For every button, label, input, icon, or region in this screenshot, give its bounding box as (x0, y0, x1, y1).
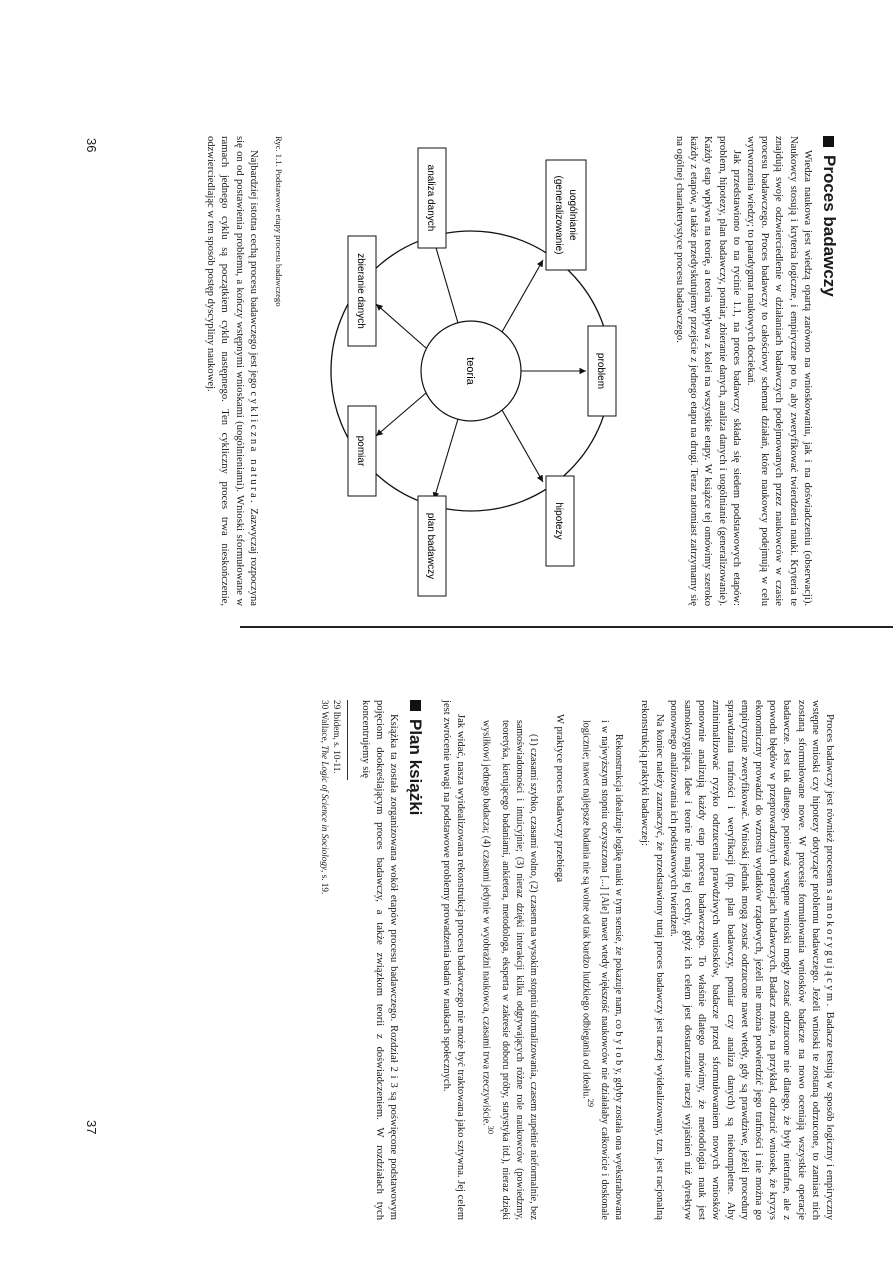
stage-label: uogólnianie (566, 189, 578, 241)
paragraph: Proces badawczy jest również procesem samokorygującym. Badacze testują w sposób logiczny i empiryczny wstępne wnioski czy hipotezy dotyczące problemu badawczego. Jeżeli wnioski te zostaną odrzucone, to zamiast nich zostaną sformułowane nowe. W procesie formułowania wniosków badacze na nowo oceniają wszystkie operacje badawcze. Jest tak dlatego, ponieważ wstępne wnioski mogły zostać odrzucone nie dlatego, że były nietrafne, ale z powodu błędów w przeprowadzonych operacjach badawczych. Badacz może, na przykład, odrzucić wniosek, że kryzys ekonomiczny prowadzi do wzrostu wydatków rządowych, jeżeli nie można potwierdzić jego trafności i nie można go empirycznie zweryfikować. Wnioski jednak mogą zostać odrzucone nawet wtedy, gdy są prawdziwe, jeżeli procedury sprawdzania trafności i weryfikacji (np. plan badawczy, pomiar czy analiza danych) są niekompletne. Aby zminimalizować ryzyko odrzucenia prawdziwych wniosków, badacze przed sformułowaniem nowych wniosków ponownie analizują każdy etap procesu badawczego. To właśnie dlatego mówimy, że metodologia nauk jest samokorygująca. Idee i teorie nie mają tej cechy, gdyż ich celem jest dostarczanie raczej wyjaśnień niż dyrektyw ponownego analizowania ich podstawowych twierdzeń. (667, 700, 835, 1220)
footnote: 30 Wallace, The Logic of Science in Sociology, s. 19. (319, 700, 330, 895)
paragraph: Jak przedstawiono to na rycinie 1.1, na proces badawczy składa się siedem podstawowych etapów: problem, hipotezy, plan badawczy, pomiar, zbieranie danych, analiza danych i uogólnianie (generalizowanie). Każdy etap wpływa na teorię, a teoria wpływa z kolei na wszystkie etapy. W książce tej omówimy szeroko każdy z etapów, a także przedyskutujemy przejście z jednego etapu na drugi. Teraz natomiast zatrzymamy się na ogólnej charakterystyce procesu badawczego. (673, 136, 742, 606)
stage-label: zbieranie danych (354, 253, 366, 329)
stage-box (546, 160, 586, 270)
stage-label: plan badawczy (424, 512, 436, 580)
footnote-rule (347, 700, 348, 780)
stage-label: problem (594, 352, 606, 390)
paragraph: Książka ta została zorganizowana wokół etapów procesu badawczego. Rozdział 2 i 3 są poświęcone podstawowym pojęciom dookreślającym proces badawczy, a także związkom teorii z doświadczeniem. W rozdziałach tych koncentrujemy się (359, 700, 400, 1220)
block-quote: Rekonstrukcja idealizuje logikę nauki w tym sensie, że pokazuje nam, co b y ł o b y, gdyby została ona wyekstrahowana i w najwyższym stopniu oczyszczona [...] [Ale] nawet wtedy większość naukowców nie działałaby całkowicie i doskonale logicznie; nawet najlepsze badania nie są wolne od tak bardzo ludzkiego odbiegania od ideału.$^{29}$ (580, 720, 625, 1220)
paragraph: Najbardziej istotna cechą procesu badawczego jest jego cykliczna natura. Zazwyczaj rozpoczyna się on od postawienia problemu, a kończy wstępnymi wnioskami (uogólnieniami). Wnioski sformułowane w ramach jednego cyklu są początkiem cyklu następnego. Ten cykliczny proces trwa nieskończenie, odzwierciedlając w ten sposób postęp dyscypliny naukowej. (205, 136, 259, 606)
right-page (116, 700, 836, 1220)
stage-label: hipotezy (552, 502, 564, 540)
page-divider (240, 626, 893, 628)
stage-label: (generalizowanie) (552, 175, 564, 255)
figure-1-1 (273, 136, 666, 606)
section-heading: Proces badawczy (822, 136, 836, 606)
heading-bullet-icon (823, 136, 834, 147)
footnote: 29 Ibidem, s. 10-11. (331, 700, 342, 774)
theory-label: teoria (463, 357, 476, 385)
left-page (126, 136, 839, 606)
research-cycle-diagram (276, 136, 666, 606)
page-number-right: 37 (84, 1120, 99, 1135)
figure-caption: Ryc. 1.1. Podstawowe etapy procesu badawczego (273, 136, 284, 307)
page-number-left: 36 (84, 138, 99, 153)
stage-label: analiza danych (424, 164, 436, 232)
heading-bullet-icon (410, 700, 421, 711)
stage-label: pomiar (354, 435, 366, 467)
paragraph: Na koniec należy zaznaczyć, że przedstawiony tutaj proces badawczy jest raczej wyidealizowany, tzn. jest racjonalną rekonstrukcją praktyki badawczej: (639, 700, 665, 1220)
paragraph: Wiedza naukowa jest wiedzą opartą zarówno na wnioskowaniu, jak i na doświadczeniu (obserwacji). Naukowcy stosują i kryteria logiczne, i empiryczne po to, aby zweryfikować twierdzenia nauki. Kryteria te znajdują swoje odzwierciedlenie w działaniach badawczych podejmowanych przez naukowców w czasie procesu badawczego. Proces badawczy to całościowy schemat działań, które naukowcy podejmują w celu wytworzenia wiedzy; to paradygmat naukowych dociekań. (744, 136, 813, 606)
section-heading: Plan książki (408, 700, 422, 1220)
paragraph: Jak widać, nasza wyidealizowana rekonstrukcja procesu badawczego nie może być traktowana jako sztywna. Jej celem jest zwrócenie uwagi na podstawowe problemy prowadzenia badań w naukach społecznych. (440, 700, 466, 1220)
paragraph: W praktyce proces badawczy przebiega (554, 714, 566, 883)
block-list: (1) czasami szybko, czasami wolno, (2) czasem na wysokim stopniu sformalizowania, czasem zupełnie nieformalnie, bez samoświadomości i intuicyjnie; (3) nieraz dzięki interakcji kilku odgrywających różne role naukowców (powiedzmy, teoretyka, kierującego badaniami, ankietera, metodologa, eksperta w zakresie doboru próby, statystyka itd.), nieraz dzięki wysiłkowi jednego badacza; (4) czasami jedynie w wyobraźni naukowca, czasami trwa rzeczywiście.$^{30}$ (481, 720, 540, 1220)
